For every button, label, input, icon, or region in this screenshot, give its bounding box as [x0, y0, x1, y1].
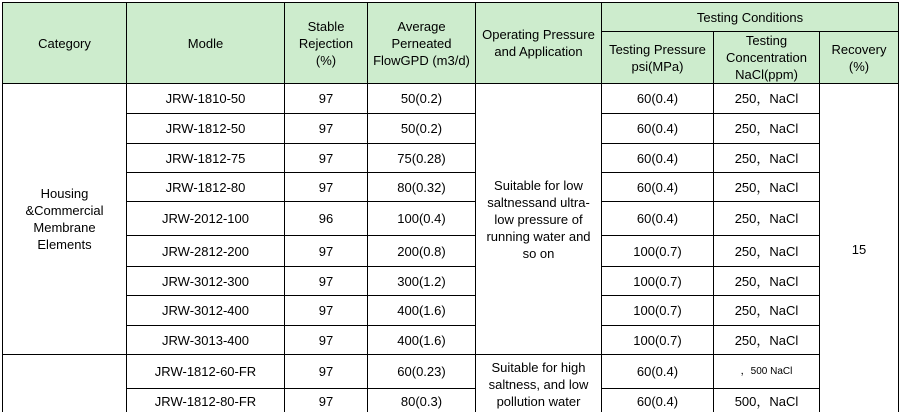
header-recovery: Recovery (%) — [820, 32, 899, 84]
pressure-cell: 60(0.4) — [602, 355, 714, 389]
model-cell: JRW-3013-400 — [127, 326, 285, 355]
flow-cell: 200(0.8) — [368, 236, 476, 267]
flow-cell: 400(1.6) — [368, 326, 476, 355]
flow-cell: 80(0.3) — [368, 389, 476, 412]
model-cell: JRW-2012-100 — [127, 202, 285, 236]
rejection-cell: 97 — [285, 114, 368, 144]
category-cell: Housing &Commercial Membrane Elements — [3, 84, 127, 355]
flow-cell: 50(0.2) — [368, 114, 476, 144]
rejection-cell: 97 — [285, 267, 368, 296]
pressure-cell: 60(0.4) — [602, 389, 714, 412]
pressure-cell: 60(0.4) — [602, 144, 714, 173]
header-testing-pressure: Testing Pressure psi(MPa) — [602, 32, 714, 84]
flow-cell: 80(0.32) — [368, 173, 476, 202]
concentration-cell: 250，NaCl — [714, 296, 820, 326]
pressure-cell: 60(0.4) — [602, 84, 714, 114]
concentration-cell: 250，NaCl — [714, 144, 820, 173]
pressure-cell: 100(0.7) — [602, 267, 714, 296]
concentration-cell: 250，NaCl — [714, 114, 820, 144]
model-cell: JRW-3012-400 — [127, 296, 285, 326]
flow-cell: 100(0.4) — [368, 202, 476, 236]
pressure-cell: 100(0.7) — [602, 326, 714, 355]
model-cell: JRW-1810-50 — [127, 84, 285, 114]
model-cell: JRW-1812-80 — [127, 173, 285, 202]
model-cell: JRW-1812-50 — [127, 114, 285, 144]
header-operating-pressure: Operating Pressure and Application — [476, 3, 602, 84]
rejection-cell: 97 — [285, 144, 368, 173]
pressure-cell: 60(0.4) — [602, 173, 714, 202]
pressure-cell: 100(0.7) — [602, 296, 714, 326]
header-category: Category — [3, 3, 127, 84]
header-testing-conditions: Testing Conditions — [602, 3, 899, 32]
flow-cell: 400(1.6) — [368, 296, 476, 326]
flow-cell: 300(1.2) — [368, 267, 476, 296]
concentration-cell: ，500 NaCl — [714, 355, 820, 389]
concentration-cell: 500，NaCl — [714, 389, 820, 412]
header-average-flow: Average Perneated FlowGPD (m3/d) — [368, 3, 476, 84]
model-cell: JRW-1812-80-FR — [127, 389, 285, 412]
flow-cell: 50(0.2) — [368, 84, 476, 114]
flow-cell: 75(0.28) — [368, 144, 476, 173]
pressure-cell: 100(0.7) — [602, 236, 714, 267]
model-cell: JRW-2812-200 — [127, 236, 285, 267]
model-cell: JRW-1812-75 — [127, 144, 285, 173]
application-cell: Suitable for low saltnessand ultra-low pressure of running water and so on — [476, 84, 602, 355]
rejection-cell: 97 — [285, 389, 368, 412]
category-cell-empty — [3, 355, 127, 412]
recovery-cell: 15 — [820, 84, 899, 412]
concentration-cell: 250，NaCl — [714, 326, 820, 355]
concentration-cell: 250，NaCl — [714, 267, 820, 296]
concentration-cell: 250，NaCl — [714, 84, 820, 114]
model-cell: JRW-3012-300 — [127, 267, 285, 296]
header-testing-concentration: Testing Concentration NaCl(ppm) — [714, 32, 820, 84]
rejection-cell: 97 — [285, 236, 368, 267]
pressure-cell: 60(0.4) — [602, 202, 714, 236]
membrane-spec-table — [2, 2, 899, 412]
flow-cell: 60(0.23) — [368, 355, 476, 389]
header-stable-rejection: Stable Rejection (%) — [285, 3, 368, 84]
pressure-cell: 60(0.4) — [602, 114, 714, 144]
concentration-cell: 250，NaCl — [714, 173, 820, 202]
application-cell: Suitable for high saltness, and low pollution water — [476, 355, 602, 412]
rejection-cell: 97 — [285, 173, 368, 202]
model-cell: JRW-1812-60-FR — [127, 355, 285, 389]
concentration-cell: 250，NaCl — [714, 202, 820, 236]
concentration-cell: 250，NaCl — [714, 236, 820, 267]
rejection-cell: 97 — [285, 296, 368, 326]
rejection-cell: 97 — [285, 326, 368, 355]
rejection-cell: 97 — [285, 355, 368, 389]
header-model: Modle — [127, 3, 285, 84]
rejection-cell: 96 — [285, 202, 368, 236]
rejection-cell: 97 — [285, 84, 368, 114]
